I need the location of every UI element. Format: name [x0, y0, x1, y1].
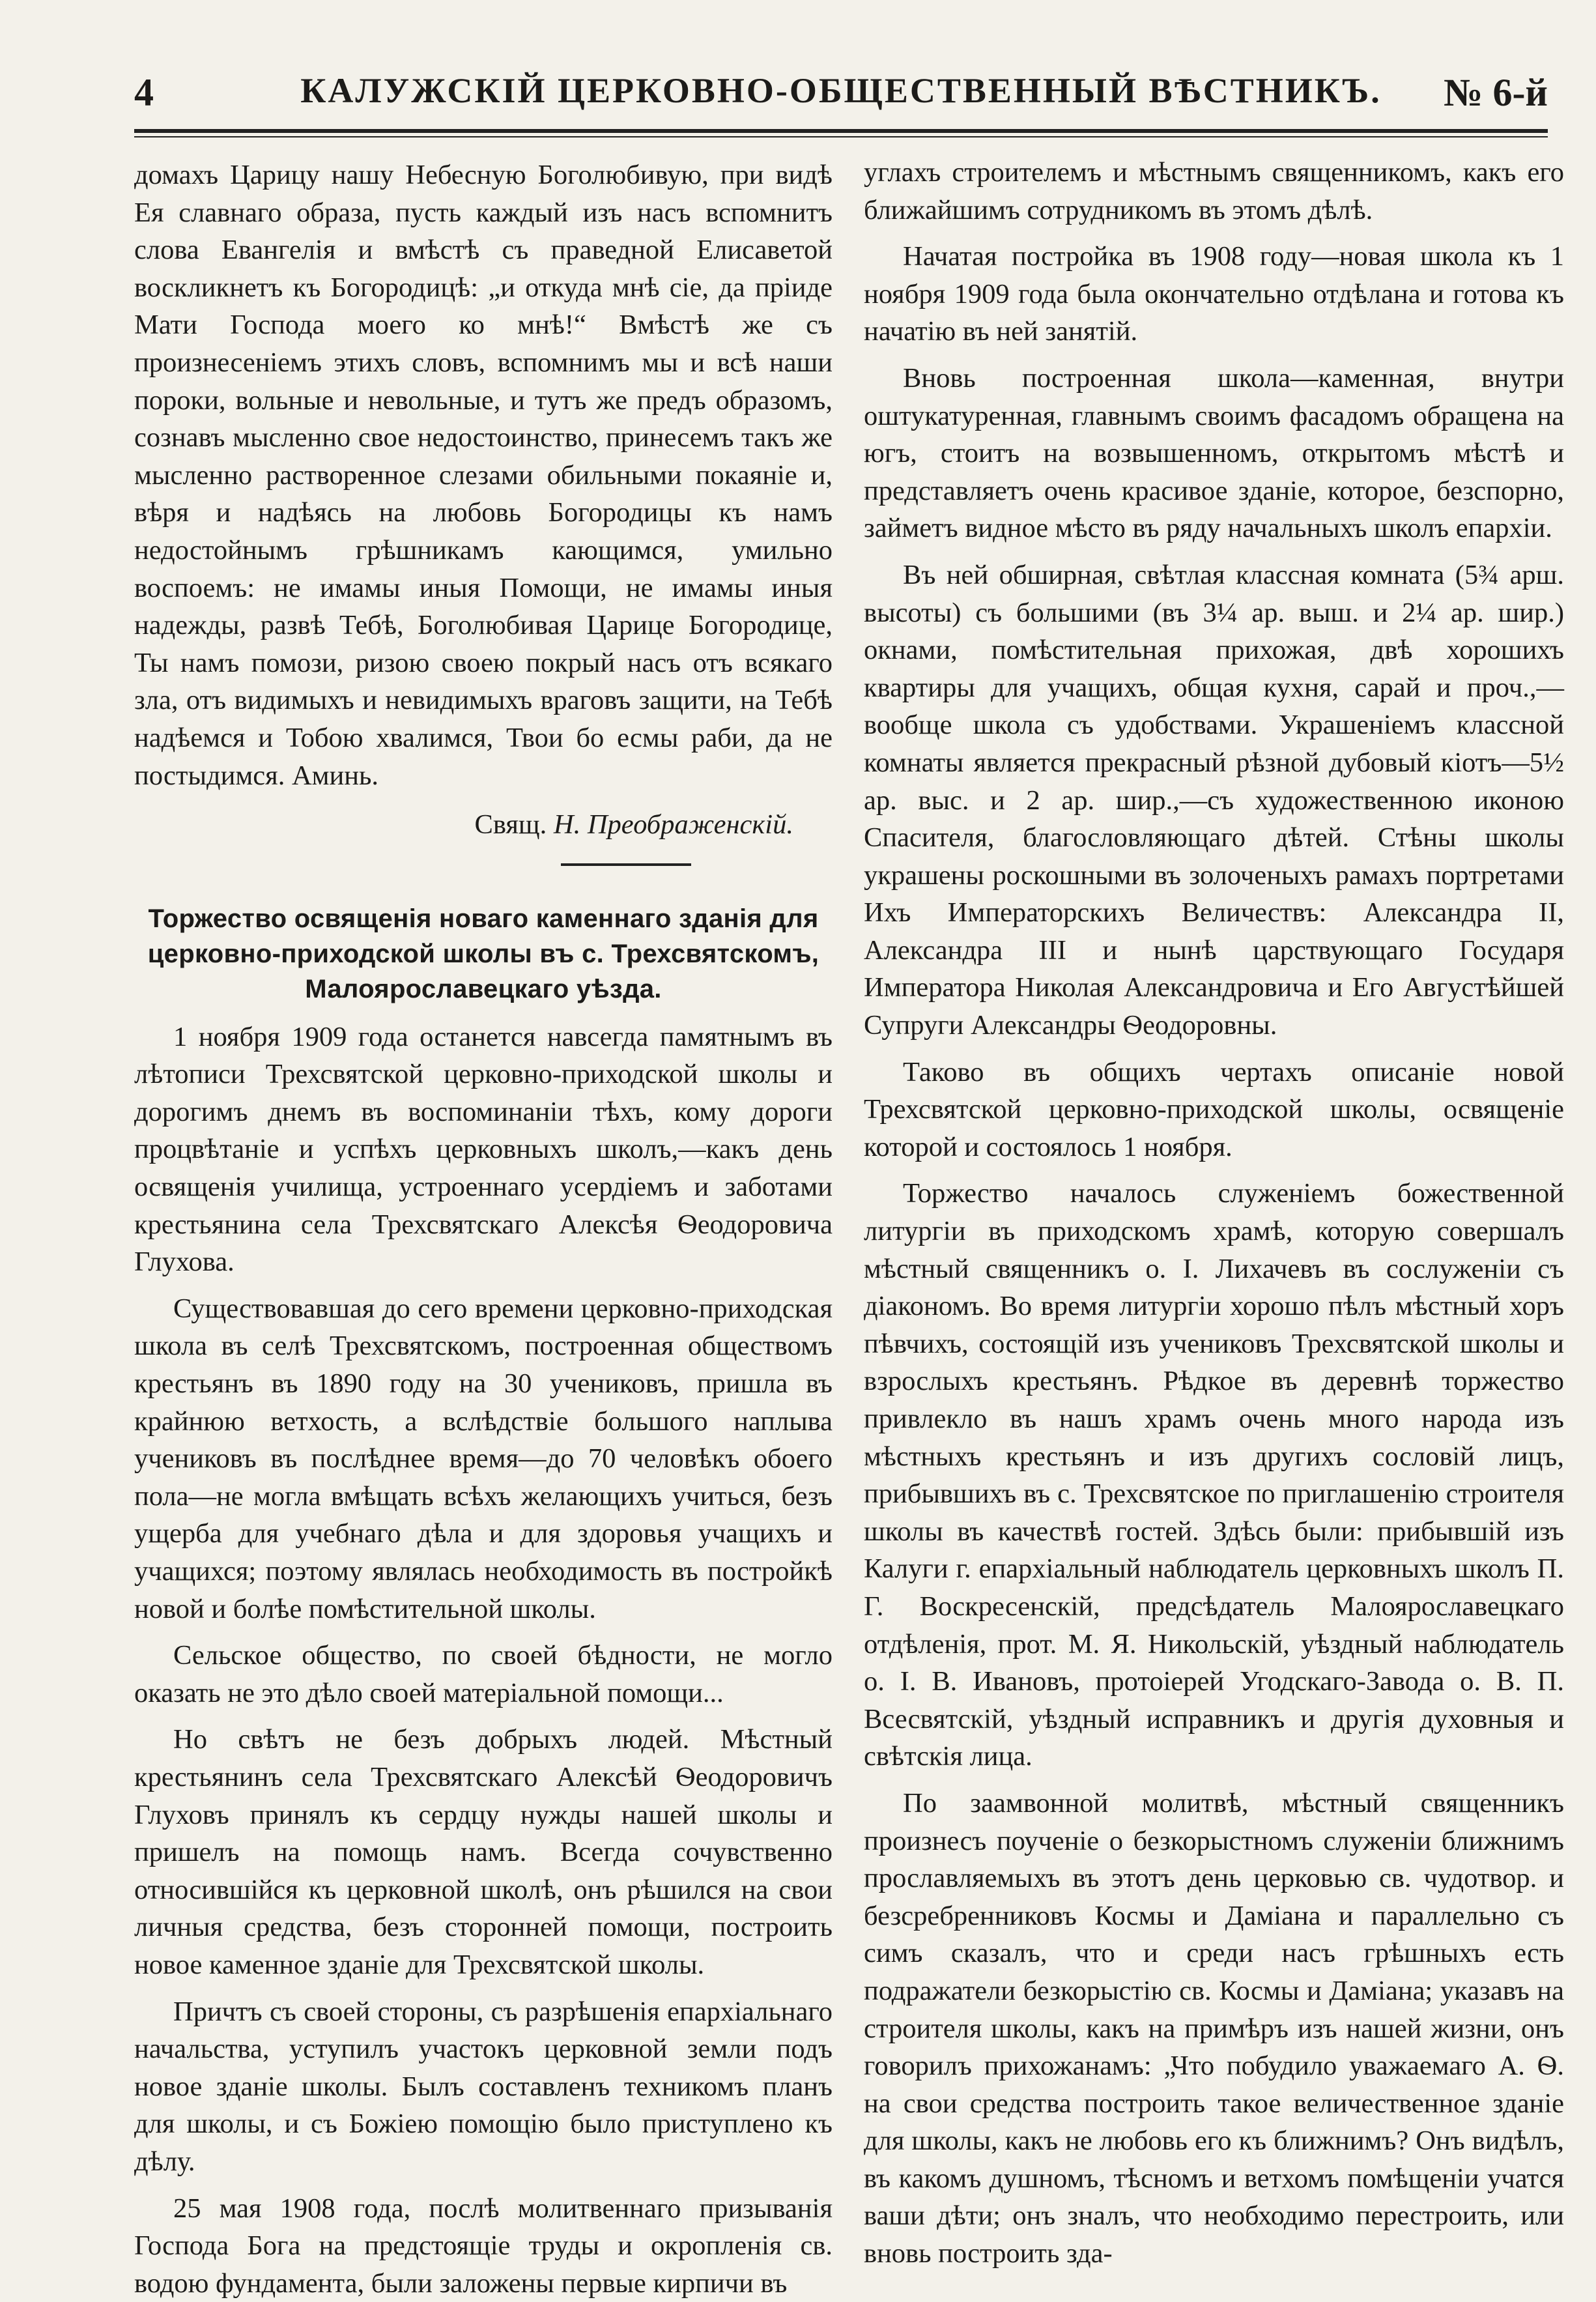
paragraph: Причтъ съ своей стороны, съ разрѣшенія епархіальнаго начальства, уступилъ участокъ церковной земли подъ новое зданіе школы. Былъ составленъ техникомъ планъ для школы, и съ Божіею помощію было приступлено къ дѣлу.: [134, 1993, 833, 2181]
left-column: [134, 156, 833, 2302]
signature-name: Н. Преображенскій.: [554, 809, 793, 840]
paragraph: 25 мая 1908 года, послѣ молитвеннаго призыванія Господа Бога на предстоящіе труды и окропленія св. водою фундамента, были заложены первые кирпичи въ: [134, 2190, 833, 2302]
paragraph: Таково въ общихъ чертахъ описаніе новой Трехсвятской церковно-приходской школы, освященіе которой и состоялось 1 ноября.: [864, 1054, 1564, 1166]
article-title: Торжество освященія новаго каменнаго зданія для церковно-приходской школы въ с. Трехсвятскомъ, Малоярославецкаго уѣзда.: [134, 901, 833, 1007]
signature: [134, 806, 793, 844]
issue-number: № 6-й: [1444, 70, 1548, 115]
paragraph: домахъ Царицу нашу Небесную Боголюбивую, при видѣ Ея славнаго образа, пусть каждый изъ насъ вспомнитъ слова Евангелія и вмѣстѣ съ праведной Елисаветой воскликнетъ къ Богородицѣ: „и откуда мнѣ сіе, да пріиде Мати Господа моего ко мнѣ!“ Вмѣстѣ же съ произнесеніемъ этихъ словъ, вспомнимъ мы и всѣ наши пороки, вольные и невольные, и тутъ же предъ образомъ, сознавъ мысленно свое недостоинство, принесемъ такъ же мысленно растворенное слезами обильными покаяніе и, вѣря и надѣясь на любовь Богородицы къ намъ недостойнымъ грѣшникамъ кающимся, умильно воспоемъ: не имамы иныя Помощи, не имамы иныя надежды, развѣ Тебѣ, Боголюбивая Царице Богородице, Ты намъ помози, ризою своею покрый насъ отъ всякаго зла, отъ видимыхъ и невидимыхъ враговъ защити, на Тебѣ надѣемся и Тобою хвалимся, Твои бо есмы раби, да не постыдимся. Аминь.: [134, 156, 833, 794]
journal-title: КАЛУЖСКІЙ ЦЕРКОВНО-ОБЩЕСТВЕННЫЙ ВѢСТНИКЪ.: [134, 70, 1548, 111]
header-rule: [134, 129, 1548, 137]
paragraph: По заамвонной молитвѣ, мѣстный священникъ произнесъ поученіе о безкорыстномъ служеніи ближнимъ прославляемыхъ въ этотъ день церковью св. чудотвор. и безсребренниковъ Космы и Даміана и параллельно съ симъ сказалъ, что и среди насъ грѣшныхъ есть подражатели безкорыстію св. Космы и Даміана; указавъ на строителя школы, какъ на примѣръ изъ нашей жизни, онъ говорилъ прихожанамъ: „Что побудило уважаемаго А. Ѳ. на свои средства построить такое величественное зданіе для школы, какъ не любовь его къ ближнимъ? Онъ видѣлъ, въ какомъ душномъ, тѣсномъ и ветхомъ помѣщеніи учатся ваши дѣти; онъ зналъ, что необходимо перестроить, или вновь построить зда-: [864, 1785, 1564, 2273]
paragraph: углахъ строителемъ и мѣстнымъ священникомъ, какъ его ближайшимъ сотрудникомъ въ этомъ дѣлѣ.: [864, 154, 1564, 229]
right-column: [864, 154, 1564, 2273]
section-divider: [561, 863, 691, 866]
page-number: 4: [134, 70, 154, 115]
paragraph: Вновь построенная школа—каменная, внутри оштукатуренная, главнымъ своимъ фасадомъ обращена на югъ, стоитъ на возвышенномъ, открытомъ мѣстѣ и представляетъ очень красивое зданіе, которое, безспорно, займетъ видное мѣсто въ ряду начальныхъ школъ епархіи.: [864, 360, 1564, 547]
paragraph: Торжество началось служеніемъ божественной литургіи въ приходскомъ храмѣ, которую совершалъ мѣстный священникъ о. І. Лихачевъ въ сослуженіи съ діакономъ. Во время литургіи хорошо пѣлъ мѣстный хоръ пѣвчихъ, состоящій изъ учениковъ Трехсвятской школы и взрослыхъ крестьянъ. Рѣдкое въ деревнѣ торжество привлекло въ нашъ храмъ очень много народа изъ мѣстныхъ крестьянъ и изъ другихъ сословій лицъ, прибывшихъ въ с. Трехсвятское по приглашенію строителя школы въ качествѣ гостей. Здѣсь были: прибывшій изъ Калуги г. епархіальный наблюдатель церковныхъ школъ П. Г. Воскресенскій, предсѣдатель Малоярославецкаго отдѣленія, прот. М. Я. Никольскій, уѣздный наблюдатель о. І. В. Ивановъ, протоіерей Угодскаго-Завода о. В. П. Всесвятскій, уѣздный исправникъ и другія духовныя и свѣтскія лица.: [864, 1175, 1564, 1776]
paragraph: 1 ноября 1909 года останется навсегда памятнымъ въ лѣтописи Трехсвятской церковно-приходской школы и дорогимъ днемъ въ воспоминаніи тѣхъ, кому дороги процвѣтаніе и успѣхъ церковныхъ школъ,—какъ день освященія училища, устроеннаго усердіемъ и заботами крестьянина села Трехсвятскаго Алексѣя Ѳеодоровича Глухова.: [134, 1018, 833, 1281]
signature-prefix: Свящ.: [475, 809, 547, 840]
paragraph: Въ ней обширная, свѣтлая классная комната (5¾ арш. высоты) съ большими (въ 3¼ ар. выш. и 2¼ ар. шир.) окнами, помѣстительная прихожая, двѣ хорошихъ квартиры для учащихъ, общая кухня, сарай и проч.,—вообще школа съ удобствами. Украшеніемъ классной комнаты является прекрасный рѣзной дубовый кіотъ—5½ ар. выс. и 2 ар. шир.,—съ художественною иконою Спасителя, благословляющаго дѣтей. Стѣны школы украшены роскошными въ золоченыхъ рамахъ портретами Ихъ Императорскихъ Величествъ: Александра II, Александра III и нынѣ царствующаго Государя Императора Николая Александровича и Его Августѣйшей Супруги Александры Ѳеодоровны.: [864, 556, 1564, 1044]
paragraph: Существовавшая до сего времени церковно-приходская школа въ селѣ Трехсвятскомъ, построенная обществомъ крестьянъ въ 1890 году на 30 учениковъ, пришла въ крайнюю ветхость, а вслѣдствіе большого наплыва учениковъ въ послѣднее время—до 70 человѣкъ обоего пола—не могла вмѣщать всѣхъ желающихъ учиться, безъ ущерба для учебнаго дѣла и для здоровья учащихъ и учащихся; поэтому являлась необходимость въ постройкѣ новой и болѣе помѣстительной школы.: [134, 1290, 833, 1628]
paragraph: Но свѣтъ не безъ добрыхъ людей. Мѣстный крестьянинъ села Трехсвятскаго Алексѣй Ѳеодоровичъ Глуховъ принялъ къ сердцу нужды нашей школы и пришелъ на помощь намъ. Всегда сочувственно относившійся къ церковной школѣ, онъ рѣшился на свои личныя средства, безъ сторонней помощи, построить новое каменное зданіе для Трехсвятской школы.: [134, 1721, 833, 1983]
paragraph: Начатая постройка въ 1908 году—новая школа къ 1 ноября 1909 года была окончательно отдѣлана и готова къ начатію въ ней занятій.: [864, 238, 1564, 351]
page-header: [134, 70, 1548, 122]
paragraph: Сельское общество, по своей бѣдности, не могло оказать не это дѣло своей матеріальной помощи...: [134, 1637, 833, 1712]
